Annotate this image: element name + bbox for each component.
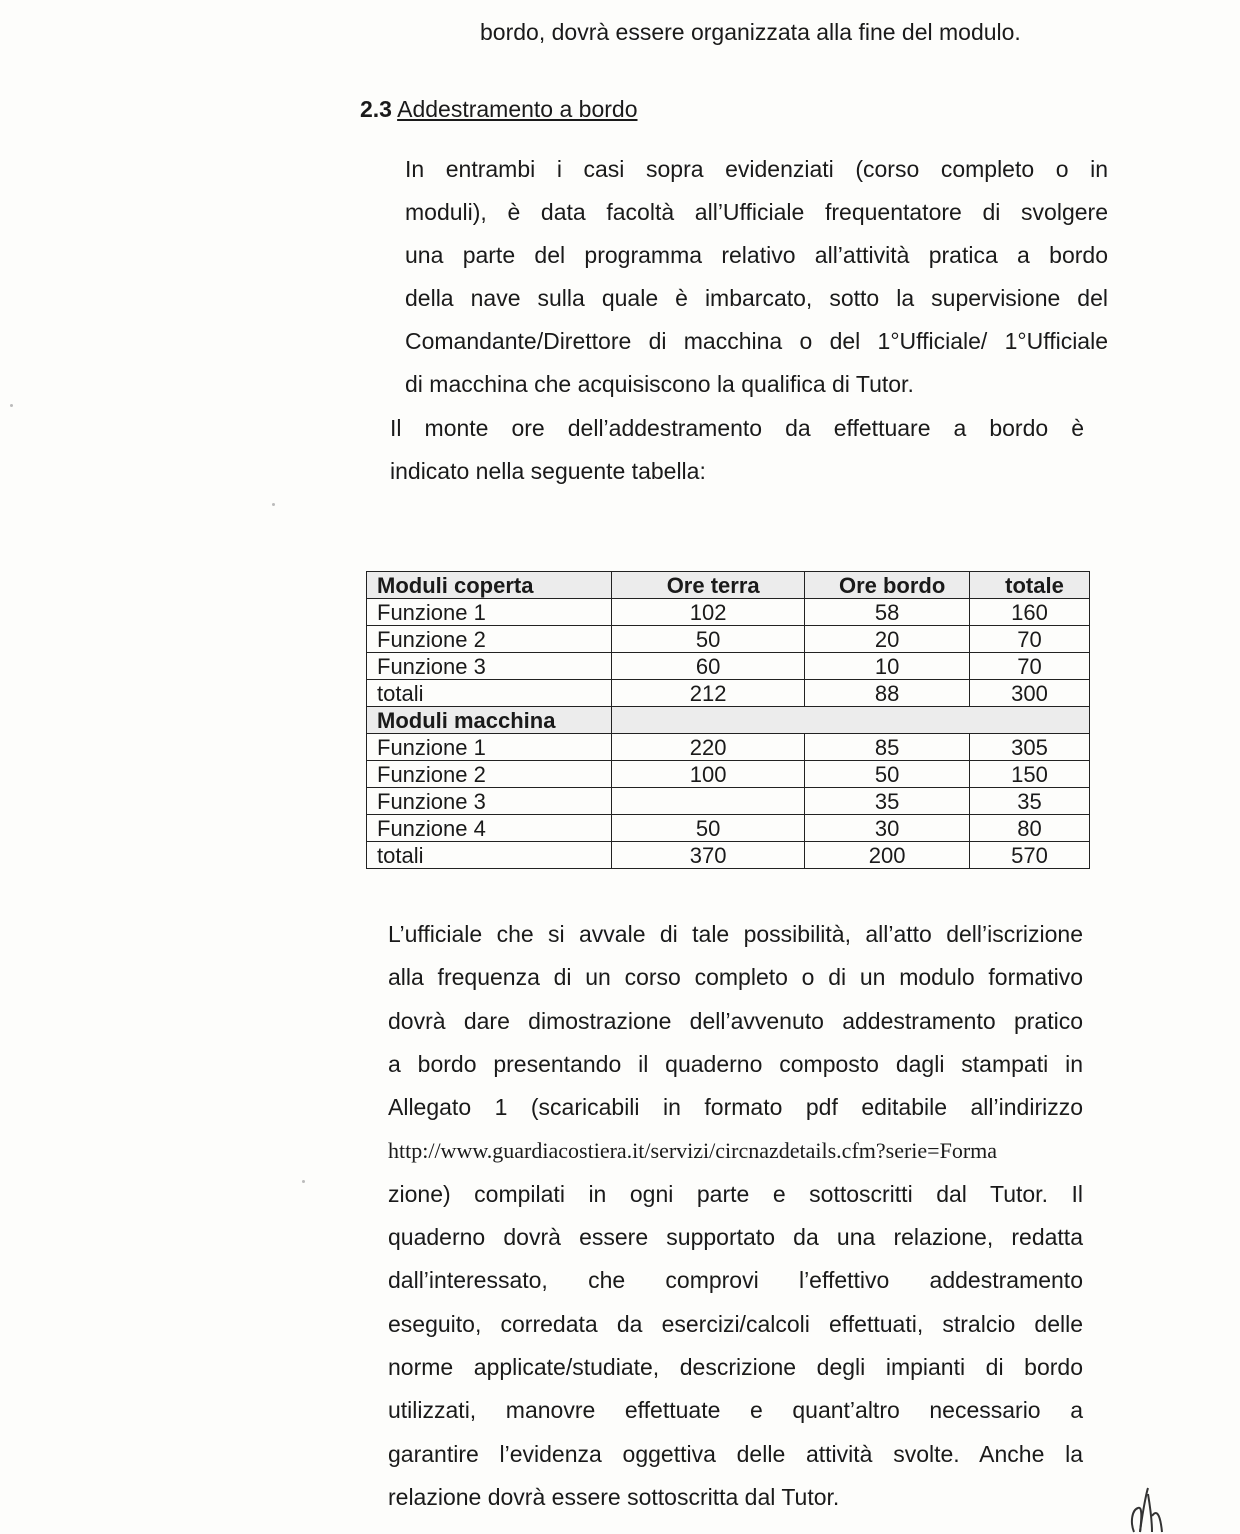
table-header-cell: totale bbox=[969, 572, 1089, 599]
paragraph-line: eseguito, corredata da esercizi/calcoli effettuati, stralcio delle bbox=[388, 1311, 1083, 1337]
scan-speck bbox=[302, 1180, 305, 1183]
table-cell: 20 bbox=[805, 626, 970, 653]
table-section-fill bbox=[612, 707, 1090, 734]
table-cell: 85 bbox=[805, 734, 970, 761]
table-cell: 30 bbox=[805, 815, 970, 842]
paragraph-line: a bordo presentando il quaderno composto dagli stampati in bbox=[388, 1051, 1083, 1077]
section-title: Addestramento a bordo bbox=[397, 96, 638, 122]
paragraph-line: moduli), è data facoltà all’Ufficiale frequentatore di svolgere bbox=[405, 199, 1108, 225]
table-cell: 212 bbox=[612, 680, 805, 707]
table-row bbox=[367, 761, 1090, 788]
table-cell: 570 bbox=[969, 842, 1089, 869]
table-row bbox=[367, 653, 1090, 680]
table-cell: Funzione 4 bbox=[367, 815, 612, 842]
paragraph-line: dall’interessato, che comprovi l’effettivo addestramento bbox=[388, 1267, 1083, 1293]
table-cell: 220 bbox=[612, 734, 805, 761]
paragraph-line: In entrambi i casi sopra evidenziati (corso completo o in bbox=[405, 156, 1108, 182]
table-cell: totali bbox=[367, 842, 612, 869]
table-cell bbox=[612, 788, 805, 815]
paragraph-line: relazione dovrà essere sottoscritta dal Tutor. bbox=[388, 1484, 840, 1510]
table-row bbox=[367, 599, 1090, 626]
table-cell: 150 bbox=[969, 761, 1089, 788]
paragraph-line: alla frequenza di un corso completo o di un modulo formativo bbox=[388, 964, 1083, 990]
paragraph-line: garantire l’evidenza oggettiva delle attività svolte. Anche la bbox=[388, 1441, 1083, 1467]
paragraph-line: utilizzati, manovre effettuate e quant’altro necessario a bbox=[388, 1397, 1083, 1423]
table-cell: 160 bbox=[969, 599, 1089, 626]
table-row bbox=[367, 842, 1090, 869]
table-cell: Funzione 3 bbox=[367, 788, 612, 815]
table-cell: 35 bbox=[969, 788, 1089, 815]
table-section-label: Moduli macchina bbox=[367, 707, 612, 734]
section-number: 2.3 bbox=[360, 96, 392, 122]
table-header-row bbox=[367, 572, 1090, 599]
table-cell: 50 bbox=[612, 815, 805, 842]
table-cell: 102 bbox=[612, 599, 805, 626]
table-cell: 200 bbox=[805, 842, 970, 869]
table-row bbox=[367, 680, 1090, 707]
table-cell: totali bbox=[367, 680, 612, 707]
table-cell: 305 bbox=[969, 734, 1089, 761]
top-line: bordo, dovrà essere organizzata alla fine del modulo. bbox=[480, 19, 1021, 45]
table-cell: 370 bbox=[612, 842, 805, 869]
table-cell: 88 bbox=[805, 680, 970, 707]
table-cell: Funzione 2 bbox=[367, 761, 612, 788]
table-section-row bbox=[367, 707, 1090, 734]
paragraph-line: della nave sulla quale è imbarcato, sotto la supervisione del bbox=[405, 285, 1108, 311]
table-row bbox=[367, 734, 1090, 761]
paragraph-line: norme applicate/studiate, descrizione degli impianti di bordo bbox=[388, 1354, 1083, 1380]
paragraph-line: zione) compilati in ogni parte e sottoscritti dal Tutor. Il bbox=[388, 1181, 1083, 1207]
table-row bbox=[367, 815, 1090, 842]
paragraph-line: di macchina che acquisiscono la qualifica di Tutor. bbox=[405, 371, 914, 397]
table-cell: 50 bbox=[805, 761, 970, 788]
table-cell: 70 bbox=[969, 626, 1089, 653]
paragraph-line: L’ufficiale che si avvale di tale possibilità, all’atto dell’iscrizione bbox=[388, 921, 1083, 947]
paragraph-line: indicato nella seguente tabella: bbox=[390, 458, 706, 484]
section-heading bbox=[360, 95, 638, 123]
table-row bbox=[367, 626, 1090, 653]
handwritten-initials bbox=[1126, 1486, 1166, 1534]
table-header-cell: Moduli coperta bbox=[367, 572, 612, 599]
table-cell: 300 bbox=[969, 680, 1089, 707]
table-cell: 80 bbox=[969, 815, 1089, 842]
table-cell: Funzione 1 bbox=[367, 599, 612, 626]
table-cell: 100 bbox=[612, 761, 805, 788]
scan-speck bbox=[10, 404, 13, 407]
paragraph-line: Comandante/Direttore di macchina o del 1°Ufficiale/ 1°Ufficiale bbox=[405, 328, 1108, 354]
table-header-cell: Ore terra bbox=[612, 572, 805, 599]
paragraph-line: una parte del programma relativo all’attività pratica a bordo bbox=[405, 242, 1108, 268]
table-cell: Funzione 2 bbox=[367, 626, 612, 653]
table-cell: 70 bbox=[969, 653, 1089, 680]
table-cell: 10 bbox=[805, 653, 970, 680]
hours-table bbox=[366, 571, 1090, 869]
table-row bbox=[367, 788, 1090, 815]
paragraph-line: dovrà dare dimostrazione dell’avvenuto addestramento pratico bbox=[388, 1008, 1083, 1034]
table-header-cell: Ore bordo bbox=[805, 572, 970, 599]
url-line: http://www.guardiacostiera.it/servizi/circnazdetails.cfm?serie=Forma bbox=[388, 1138, 998, 1163]
paragraph-line: Allegato 1 (scaricabili in formato pdf editabile all’indirizzo bbox=[388, 1094, 1083, 1120]
scan-speck bbox=[272, 503, 275, 506]
table-cell: Funzione 1 bbox=[367, 734, 612, 761]
table-cell: 50 bbox=[612, 626, 805, 653]
paragraph-line: Il monte ore dell’addestramento da effettuare a bordo è bbox=[390, 415, 1084, 441]
table-cell: 58 bbox=[805, 599, 970, 626]
table-cell: 35 bbox=[805, 788, 970, 815]
table-cell: 60 bbox=[612, 653, 805, 680]
table-cell: Funzione 3 bbox=[367, 653, 612, 680]
paragraph-line: quaderno dovrà essere supportato da una relazione, redatta bbox=[388, 1224, 1083, 1250]
